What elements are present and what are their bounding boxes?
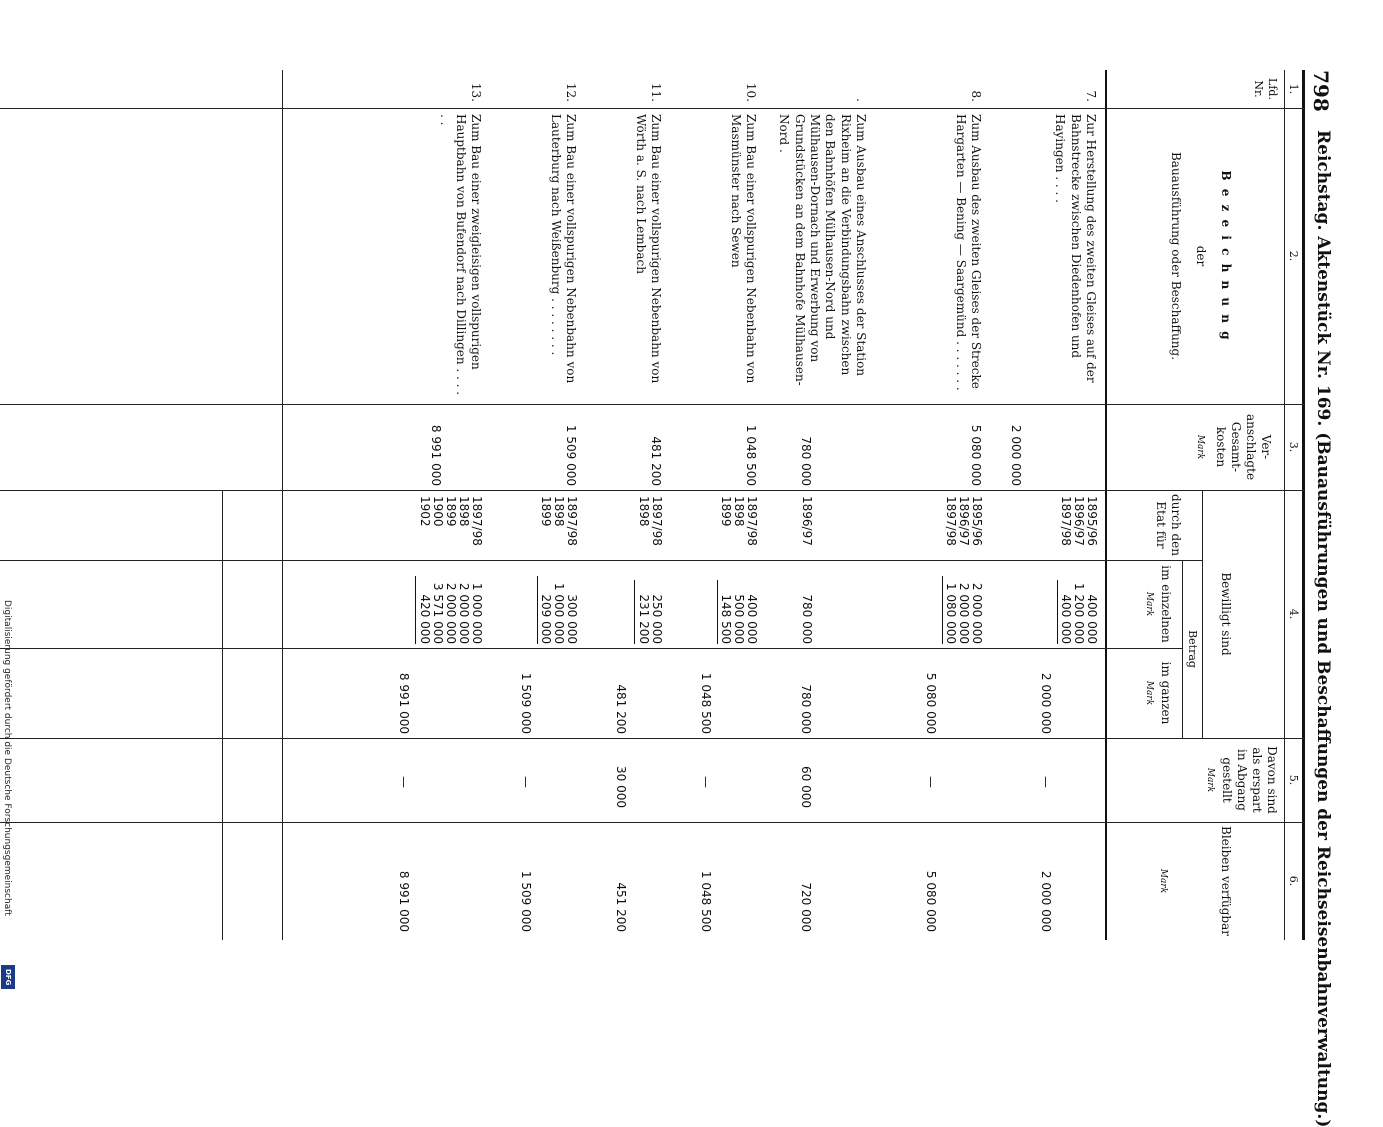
- row-12-year-3: 1899: [539, 496, 553, 527]
- row-10-total-cost: 1 048 500: [744, 424, 758, 486]
- row-7-amounts: [1059, 562, 1098, 644]
- header-unit-5: Mark: [1205, 767, 1215, 793]
- row-8-years: [944, 496, 983, 546]
- row-9-in-total: 780 000: [799, 684, 813, 734]
- row-10-nr: 10.: [744, 82, 758, 102]
- row-8-year-2: 1896/97: [957, 496, 971, 546]
- row-7-total-cost: 2 000 000: [1009, 424, 1023, 486]
- row-8-total-cost: 5 080 000: [969, 424, 983, 486]
- row-12-saved: —: [519, 776, 533, 788]
- running-header: [1303, 70, 1333, 1127]
- row-7-year-3: 1897/98: [1059, 496, 1073, 546]
- colnum-3: 3.: [1287, 441, 1300, 453]
- header-erspart-label: Davon sind als erspart in Abgang gestellt: [1220, 746, 1279, 814]
- row-13-amount-4: 3 571 000: [431, 582, 445, 644]
- row-9-available: 720 000: [799, 882, 813, 932]
- row-7-description: Zur Herstellung des zweiten Gleises auf der Bahnstrecke zwischen Diedenhofen und Hayingen . . . .: [1053, 114, 1098, 383]
- row-12-year-1: 1897/98: [565, 496, 579, 546]
- col-sep-4: [0, 738, 1305, 739]
- row-9-total-cost: 780 000: [799, 436, 813, 486]
- row-12-in-total: 1 509 000: [519, 672, 533, 734]
- row-7-years: [1059, 496, 1098, 546]
- row-8-amount-1: 2 000 000: [970, 582, 984, 644]
- row-11-nr: 11.: [649, 82, 663, 102]
- row-10-description: Zum Bau einer vollspurigen Nebenbahn von Masmünster nach Sewen: [728, 114, 758, 384]
- row-10-sum-rule: [717, 580, 718, 644]
- row-separator-right: [222, 490, 223, 940]
- row-8-amounts: [944, 562, 983, 644]
- row-10-saved: —: [699, 776, 713, 788]
- row-7-nr: 7.: [1084, 90, 1098, 102]
- row-8-year-3: 1897/98: [944, 496, 958, 546]
- colnum-6: 6.: [1287, 875, 1300, 887]
- header-unit-4c: Mark: [1144, 680, 1154, 706]
- row-11-available: 451 200: [614, 882, 628, 932]
- row-13-amount-5: 420 000: [418, 594, 432, 644]
- betrag-rule: [1182, 560, 1183, 738]
- header-veranschlagt: [1194, 408, 1273, 486]
- header-verfuegbar: [1157, 824, 1233, 938]
- row-13-total-cost: 8 991 000: [429, 424, 443, 486]
- row-12-available: 1 509 000: [519, 870, 533, 932]
- row-9-nr: .: [854, 98, 868, 102]
- header-lfd-nr: Lfd. Nr.: [1252, 78, 1279, 100]
- row-8-available: 5 080 000: [924, 870, 938, 932]
- row-separator: [282, 70, 283, 940]
- row-9-description: Zum Ausbau eines Anschlusses der Station Rixheim an die Verbindungsbahn zwischen den Bahnhöfen Mülhausen-Nord und Mülhausen-Dornach und Erwerbung von Grundstücken an dem Bahnhofe Mülhausen-Nord .: [777, 114, 868, 386]
- col-sep-4b: [0, 648, 1183, 649]
- row-13-nr: 13.: [469, 82, 483, 102]
- row-8-sum-rule: [942, 576, 943, 644]
- col-sep-4a: [0, 560, 1203, 561]
- row-7-amount-2: 1 200 000: [1072, 582, 1086, 644]
- row-10-years: [719, 496, 758, 546]
- header-betrag: Betrag: [1186, 630, 1199, 668]
- col-sep-5: [0, 822, 1305, 823]
- row-11-years: [637, 496, 663, 546]
- row-10-amounts: [719, 562, 758, 644]
- row-12-years: [539, 496, 578, 546]
- row-13-sum-rule: [415, 576, 416, 644]
- row-9-saved: 60 000: [799, 766, 813, 808]
- page-number: 798: [1309, 70, 1333, 112]
- header-ganzen: [1143, 650, 1173, 736]
- row-10-year-2: 1898: [732, 496, 746, 527]
- row-8-description: Zum Ausbau des zweiten Gleises der Strecke Hargarten — Bening — Saargemünd . . . . . . .: [953, 114, 983, 391]
- row-10-amount-1: 400 000: [745, 594, 759, 644]
- row-11-saved: 30 000: [614, 766, 628, 808]
- row-13-available: 8 991 000: [397, 870, 411, 932]
- table-top-rule: [1302, 70, 1305, 940]
- row-12-amounts: [539, 562, 578, 644]
- row-13-year-5: 1902: [418, 496, 432, 527]
- row-9-amounts: [800, 562, 813, 644]
- row-7-year-2: 1896/97: [1072, 496, 1086, 546]
- row-13-years: [418, 496, 483, 546]
- row-11-amount-2: 231 200: [637, 594, 651, 644]
- row-12-description: Zum Bau einer vollspurigen Nebenbahn von Lauterburg nach Weißenburg . . . . . . . .: [548, 114, 578, 384]
- row-11-amounts: [637, 562, 663, 644]
- colnum-4: 4.: [1287, 608, 1300, 620]
- row-7-sum-rule: [1057, 580, 1058, 644]
- row-11-year-1: 1897/98: [650, 496, 664, 546]
- col-sep-3: [0, 490, 1305, 491]
- row-10-in-total: 1 048 500: [699, 672, 713, 734]
- digitization-note-text: Digitalisierung gefördert durch die Deutsche Forschungsgemeinschaft: [2, 600, 12, 916]
- row-8-in-total: 5 080 000: [924, 672, 938, 734]
- row-13-in-total: 8 991 000: [397, 672, 411, 734]
- header-veranschlagt-label: Ver-anschlagte Gesamt-kosten: [1214, 413, 1273, 481]
- row-13-amount-3: 2 000 000: [444, 582, 458, 644]
- header-bezeichnung-der: der: [1194, 245, 1208, 267]
- row-10-year-1: 1897/98: [745, 496, 759, 546]
- row-10-year-3: 1899: [719, 496, 733, 527]
- row-13-saved: —: [397, 776, 411, 788]
- header-erspart: [1204, 740, 1279, 820]
- header-unit-6: Mark: [1158, 868, 1168, 894]
- row-8-year-1: 1895/96: [970, 496, 984, 546]
- row-9-years: [800, 496, 813, 546]
- row-9-amount-1: 780 000: [800, 594, 814, 644]
- row-12-year-2: 1898: [552, 496, 566, 527]
- row-13-amount-2: 2 000 000: [457, 582, 471, 644]
- row-12-amount-1: 300 000: [565, 594, 579, 644]
- header-bezeichnung-sub: Bauausführung oder Beschaffung.: [1169, 151, 1183, 361]
- header-bottom-rule: [1105, 70, 1107, 940]
- row-7-amount-3: 400 000: [1059, 594, 1073, 644]
- row-10-amount-3: 148 500: [719, 594, 733, 644]
- row-11-in-total: 481 200: [614, 684, 628, 734]
- row-13-amount-1: 1 000 000: [470, 582, 484, 644]
- row-8-amount-3: 1 080 000: [944, 582, 958, 644]
- row-13-year-1: 1897/98: [470, 496, 484, 546]
- header-verfuegbar-label: Bleiben verfügbar: [1219, 826, 1233, 936]
- row-13-amounts: [418, 562, 483, 644]
- row-13-year-2: 1898: [457, 496, 471, 527]
- header-bezeichnung-title: B e z e i c h n u n g: [1219, 170, 1233, 342]
- row-10-available: 1 048 500: [699, 870, 713, 932]
- header-bewilligt: Bewilligt sind: [1219, 572, 1233, 656]
- row-8-saved: —: [924, 776, 938, 788]
- row-13-year-3: 1899: [444, 496, 458, 527]
- row-11-total-cost: 481 200: [649, 436, 663, 486]
- row-13-year-4: 1900: [431, 496, 445, 527]
- header-einzelnen-label: im einzelnen: [1159, 565, 1173, 643]
- colnum-2: 2.: [1287, 250, 1300, 262]
- dfg-logo: DFG: [1, 965, 15, 989]
- row-12-nr: 12.: [564, 82, 578, 102]
- row-8-amount-2: 2 000 000: [957, 582, 971, 644]
- row-11-amount-1: 250 000: [650, 594, 664, 644]
- colnum-5: 5.: [1287, 774, 1300, 786]
- row-12-sum-rule: [537, 576, 538, 644]
- row-9-year-1: 1896/97: [800, 496, 814, 546]
- page-title: Reichstag. Aktenstück Nr. 169. (Bauausführungen und Beschaffungen der Reichseisenbahnverwaltung.): [1313, 130, 1333, 1127]
- colnum-rule: [1284, 70, 1285, 940]
- row-7-amount-1: 400 000: [1085, 594, 1099, 644]
- bewilligt-rule: [1202, 490, 1203, 738]
- row-13-description: Zum Bau einer zweigleisigen vollspurigen Hauptbahn von Bufendorf nach Dillingen . . . . . .: [438, 114, 483, 396]
- row-12-amount-3: 209 000: [539, 594, 553, 644]
- colnum-1: 1.: [1287, 83, 1300, 95]
- header-einzelnen: [1143, 562, 1173, 646]
- col-sep-1: [0, 108, 1305, 109]
- row-8-nr: 8.: [969, 90, 983, 102]
- row-10-amount-2: 500 000: [732, 594, 746, 644]
- row-7-year-1: 1895/96: [1085, 496, 1099, 546]
- row-11-description: Zum Bau einer vollspurigen Nebenbahn von Wörth a. S. nach Lembach: [633, 114, 663, 384]
- row-7-saved: —: [1039, 776, 1053, 788]
- row-11-year-2: 1898: [637, 496, 651, 527]
- row-7-in-total: 2 000 000: [1039, 672, 1053, 734]
- header-ganzen-label: im ganzen: [1159, 661, 1173, 725]
- header-unit-4b: Mark: [1144, 591, 1154, 617]
- header-durch-etat: durch den Etat für: [1154, 494, 1183, 556]
- header-bezeichnung: [1168, 110, 1233, 402]
- row-11-sum-rule: [634, 580, 635, 644]
- row-12-amount-2: 1 000 000: [552, 582, 566, 644]
- header-unit-3: Mark: [1195, 434, 1205, 460]
- row-12-total-cost: 1 509 000: [564, 424, 578, 486]
- row-7-available: 2 000 000: [1039, 870, 1053, 932]
